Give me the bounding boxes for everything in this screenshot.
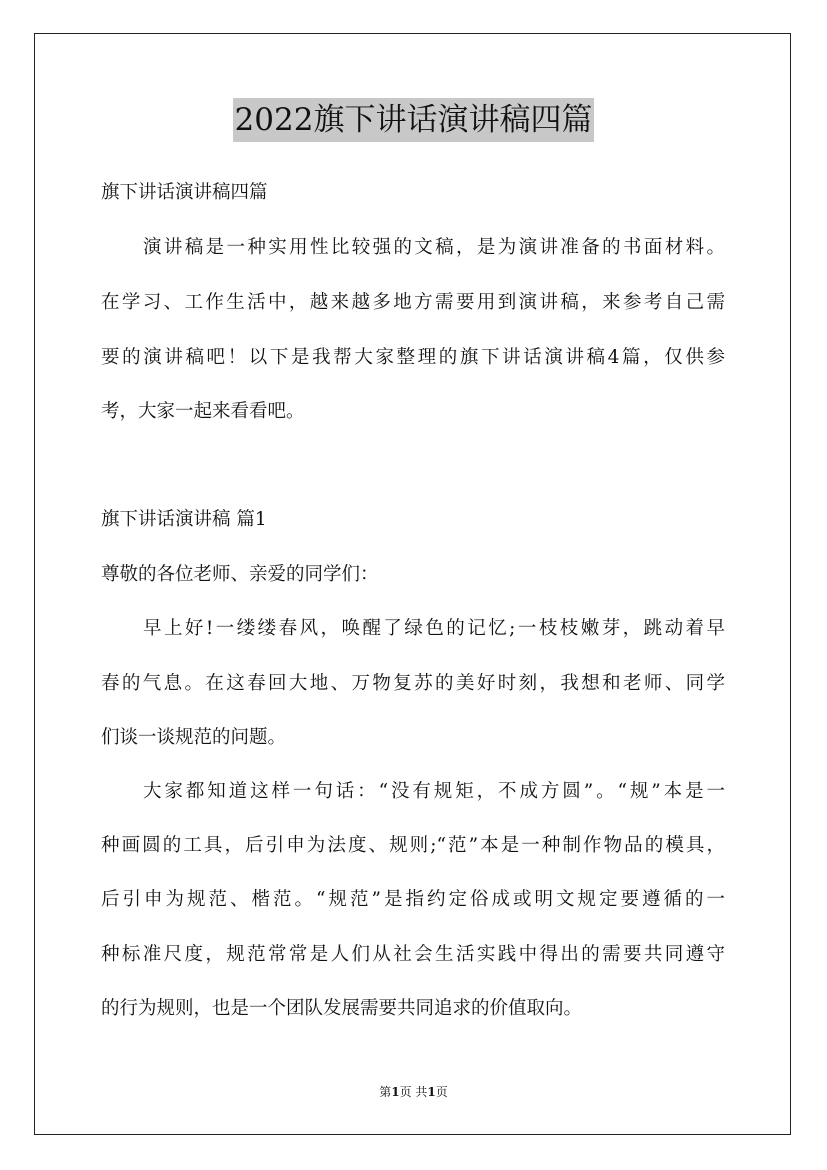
paragraph-line: 大家都知道这样一句话：“没有规矩，不成方圆”。“规”本是一 <box>143 781 725 802</box>
intro-line: 要的演讲稿吧！以下是我帮大家整理的旗下讲话演讲稿4篇，仅供参 <box>101 347 725 368</box>
footer-page-number: 1 <box>391 1085 400 1099</box>
greeting: 尊敬的各位老师、亲爱的同学们： <box>101 564 379 585</box>
paragraph-line: 种画圆的工具，后引申为法度、规则;“范”本是一种制作物品的模具， <box>101 835 725 856</box>
section-heading: 旗下讲话演讲稿 篇1 <box>101 509 267 530</box>
document-title: 2022旗下讲话演讲稿四篇 <box>233 98 595 142</box>
footer-page-prefix: 第 <box>379 1085 392 1099</box>
subtitle: 旗下讲话演讲稿四篇 <box>101 182 268 203</box>
paragraph-line: 后引申为规范、楷范。“规范”是指约定俗成或明文规定要遵循的一 <box>101 889 725 910</box>
paragraph-line: 的行为规则，也是一个团队发展需要共同追求的价值取向。 <box>101 998 583 1019</box>
intro-line: 演讲稿是一种实用性比较强的文稿，是为演讲准备的书面材料。 <box>143 237 725 258</box>
footer-total-suffix: 页 <box>435 1085 448 1099</box>
paragraph-line: 春的气息。在这春回大地、万物复苏的美好时刻，我想和老师、同学 <box>101 673 725 694</box>
intro-line: 在学习、工作生活中，越来越多地方需要用到演讲稿，来参考自己需 <box>101 292 725 313</box>
footer-page-suffix: 页 <box>399 1085 412 1099</box>
paragraph-line: 们谈一谈规范的问题。 <box>101 727 287 748</box>
page-footer <box>0 1084 827 1100</box>
footer-total-prefix: 共 <box>415 1085 428 1099</box>
footer-total-number: 1 <box>427 1085 436 1099</box>
paragraph-line: 早上好!一缕缕春风，唤醒了绿色的记忆;一枝枝嫩芽，跳动着早 <box>143 618 725 639</box>
intro-line: 考，大家一起来看看吧。 <box>101 401 305 422</box>
paragraph-line: 种标准尺度，规范常常是人们从社会生活实践中得出的需要共同遵守 <box>101 944 725 965</box>
document-title-wrap <box>0 98 827 142</box>
